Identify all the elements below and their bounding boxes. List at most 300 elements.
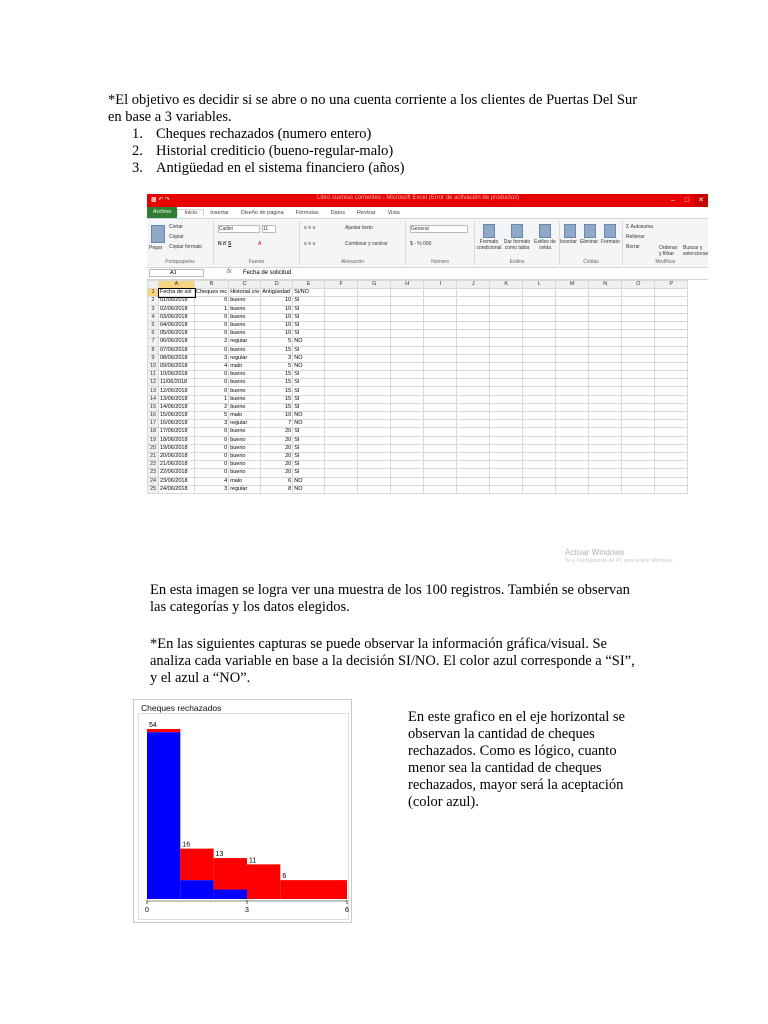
cell[interactable]: SI (293, 321, 325, 329)
cell[interactable]: 12/06/2018 (159, 387, 195, 395)
tab-diseno[interactable]: Diseño de página (240, 209, 284, 216)
cell[interactable] (523, 371, 556, 379)
cell[interactable] (391, 469, 424, 477)
cell[interactable]: 0 (195, 428, 229, 436)
cell[interactable] (358, 289, 391, 297)
font-name-select[interactable]: Calibri (218, 225, 260, 233)
cell[interactable] (424, 305, 457, 313)
cell[interactable] (556, 420, 589, 428)
cell[interactable] (655, 452, 688, 460)
cell[interactable]: 10 (261, 321, 293, 329)
cell[interactable] (556, 321, 589, 329)
column-header[interactable]: H (391, 281, 424, 289)
tab-inicio[interactable]: Inicio (177, 209, 204, 216)
cell[interactable] (424, 354, 457, 362)
cell[interactable] (490, 297, 523, 305)
select-all[interactable] (148, 281, 159, 289)
cell[interactable] (325, 420, 358, 428)
cell[interactable] (424, 362, 457, 370)
cell[interactable]: 10 (261, 305, 293, 313)
cell[interactable] (589, 403, 622, 411)
cell[interactable] (457, 485, 490, 493)
cell[interactable]: 20 (261, 452, 293, 460)
cell[interactable] (457, 354, 490, 362)
cell[interactable] (622, 444, 655, 452)
cell[interactable] (589, 371, 622, 379)
cell[interactable]: 15 (261, 387, 293, 395)
cell[interactable]: malo (229, 362, 261, 370)
cell[interactable] (325, 387, 358, 395)
cell[interactable] (325, 395, 358, 403)
cell[interactable] (391, 289, 424, 297)
cell[interactable]: 14/06/2018 (159, 403, 195, 411)
cell[interactable] (556, 477, 589, 485)
cell[interactable] (556, 485, 589, 493)
cell[interactable] (358, 338, 391, 346)
cell[interactable] (523, 436, 556, 444)
cell[interactable] (490, 461, 523, 469)
format-button[interactable]: Formato (601, 239, 620, 245)
cell[interactable]: 10 (261, 330, 293, 338)
format-painter-button[interactable]: Copiar formato (169, 244, 203, 250)
cell[interactable] (424, 452, 457, 460)
cell[interactable] (556, 371, 589, 379)
cell[interactable] (424, 477, 457, 485)
cell[interactable] (424, 338, 457, 346)
cell[interactable]: SI (293, 313, 325, 321)
cell[interactable] (556, 436, 589, 444)
row-header[interactable]: 9 (148, 354, 159, 362)
cell[interactable] (325, 469, 358, 477)
cell[interactable] (556, 469, 589, 477)
cell[interactable]: Cheques rec (196, 289, 228, 296)
cell[interactable]: bueno (229, 403, 261, 411)
cell[interactable]: 0 (195, 321, 229, 329)
cell[interactable] (622, 395, 655, 403)
cell[interactable]: 10/06/2018 (159, 371, 195, 379)
cell[interactable]: 0 (195, 444, 229, 452)
cell[interactable]: bueno (229, 379, 261, 387)
cell[interactable] (622, 346, 655, 354)
cell[interactable] (655, 289, 688, 297)
cell[interactable]: NO (293, 412, 325, 420)
cell[interactable] (457, 420, 490, 428)
cell[interactable] (424, 403, 457, 411)
cell[interactable] (424, 313, 457, 321)
cell[interactable] (424, 436, 457, 444)
find-select-button[interactable]: Buscar y seleccionar (683, 245, 709, 257)
cell[interactable] (457, 313, 490, 321)
cell[interactable]: 16/06/2018 (159, 420, 195, 428)
column-header[interactable]: J (457, 281, 490, 289)
tab-revisar[interactable]: Revisar (356, 209, 376, 216)
cell[interactable] (391, 379, 424, 387)
cell[interactable]: 15 (261, 379, 293, 387)
cell[interactable] (391, 346, 424, 354)
cell[interactable] (391, 428, 424, 436)
cell[interactable] (358, 477, 391, 485)
cell[interactable] (391, 412, 424, 420)
cell[interactable] (556, 346, 589, 354)
cell[interactable] (490, 330, 523, 338)
cell[interactable]: 15 (261, 346, 293, 354)
row-header[interactable]: 1 (148, 289, 159, 297)
cell[interactable]: 0 (195, 461, 229, 469)
row-header[interactable]: 16 (148, 412, 159, 420)
cell-styles-button[interactable]: Estilos de celda (534, 239, 556, 251)
cell[interactable]: 24/06/2018 (159, 485, 195, 493)
cell[interactable] (655, 461, 688, 469)
bold-button[interactable]: N K S (218, 241, 232, 247)
cell[interactable] (325, 403, 358, 411)
cell[interactable]: NO (293, 477, 325, 485)
cell[interactable]: SI (293, 428, 325, 436)
cell[interactable] (523, 461, 556, 469)
font-color-button[interactable]: A (258, 241, 262, 247)
cell[interactable] (589, 428, 622, 436)
cell[interactable]: NO (293, 338, 325, 346)
cell[interactable]: 4 (195, 477, 229, 485)
cell[interactable] (391, 354, 424, 362)
cell[interactable] (325, 371, 358, 379)
cell[interactable] (457, 321, 490, 329)
cell[interactable] (589, 346, 622, 354)
cell[interactable] (424, 444, 457, 452)
cell[interactable]: 03/06/2018 (159, 313, 195, 321)
cell[interactable]: SI (293, 436, 325, 444)
cell[interactable] (655, 338, 688, 346)
cell[interactable]: bueno (229, 395, 261, 403)
cell[interactable]: 10 (261, 313, 293, 321)
cell[interactable]: 0 (195, 469, 229, 477)
cell[interactable]: 4 (195, 362, 229, 370)
cell[interactable]: SI (293, 461, 325, 469)
cell[interactable] (556, 313, 589, 321)
cell[interactable] (622, 412, 655, 420)
cell[interactable] (622, 436, 655, 444)
cell[interactable] (523, 452, 556, 460)
cell[interactable] (523, 338, 556, 346)
cell[interactable]: 17/06/2018 (159, 428, 195, 436)
cell[interactable]: bueno (229, 305, 261, 313)
cell[interactable]: 0 (195, 297, 229, 305)
cell[interactable]: 23/06/2018 (159, 477, 195, 485)
cell[interactable] (457, 371, 490, 379)
cell[interactable] (655, 412, 688, 420)
cell[interactable]: SI (293, 395, 325, 403)
cell[interactable] (325, 412, 358, 420)
cell[interactable] (457, 330, 490, 338)
cell[interactable] (391, 444, 424, 452)
number-format-select[interactable]: General (410, 225, 468, 233)
cell[interactable]: 20/06/2018 (159, 452, 195, 460)
cell[interactable] (622, 452, 655, 460)
cell[interactable] (490, 354, 523, 362)
cell[interactable] (622, 379, 655, 387)
cell[interactable] (523, 379, 556, 387)
cell[interactable] (589, 354, 622, 362)
cell[interactable] (589, 362, 622, 370)
row-header[interactable]: 4 (148, 313, 159, 321)
cell[interactable] (556, 305, 589, 313)
column-header[interactable]: I (424, 281, 457, 289)
cell[interactable] (655, 436, 688, 444)
cell[interactable] (391, 371, 424, 379)
conditional-format-button[interactable]: Formato condicional (476, 239, 502, 251)
cell[interactable] (457, 477, 490, 485)
row-header[interactable]: 13 (148, 387, 159, 395)
cell[interactable] (391, 387, 424, 395)
row-header[interactable]: 3 (148, 305, 159, 313)
cell[interactable]: bueno (229, 371, 261, 379)
cell[interactable] (391, 395, 424, 403)
cell[interactable] (556, 444, 589, 452)
cell[interactable] (523, 289, 556, 297)
cell[interactable] (556, 379, 589, 387)
row-header[interactable]: 12 (148, 379, 159, 387)
cell[interactable] (622, 354, 655, 362)
cell[interactable]: 8 (261, 485, 293, 493)
cell[interactable]: 2 (195, 338, 229, 346)
cell[interactable]: SI (293, 469, 325, 477)
cell[interactable] (457, 338, 490, 346)
cell[interactable] (655, 297, 688, 305)
cell[interactable] (622, 289, 655, 297)
cell[interactable]: SI (293, 387, 325, 395)
cell[interactable]: 15/06/2018 (159, 412, 195, 420)
cell[interactable] (325, 289, 358, 297)
cell[interactable] (622, 428, 655, 436)
cell[interactable]: Fecha de sol (159, 289, 195, 297)
cell[interactable]: Antigüedad (261, 289, 293, 297)
cell[interactable] (523, 330, 556, 338)
cell[interactable]: 21/06/2018 (159, 461, 195, 469)
cell[interactable] (523, 354, 556, 362)
cell[interactable] (523, 313, 556, 321)
cell[interactable] (523, 420, 556, 428)
cell[interactable] (622, 330, 655, 338)
cell[interactable]: 1 (195, 305, 229, 313)
cell[interactable] (622, 461, 655, 469)
minimize-icon[interactable]: – (671, 197, 675, 204)
cell[interactable] (358, 403, 391, 411)
cell[interactable] (358, 420, 391, 428)
cell[interactable] (622, 321, 655, 329)
cell[interactable]: malo (229, 477, 261, 485)
cell[interactable]: 08/06/2018 (159, 354, 195, 362)
cell[interactable]: NO (293, 354, 325, 362)
column-header[interactable]: G (358, 281, 391, 289)
cell[interactable] (325, 461, 358, 469)
cell[interactable] (523, 346, 556, 354)
column-header[interactable]: C (229, 281, 261, 289)
cell[interactable] (655, 313, 688, 321)
cell[interactable] (655, 395, 688, 403)
cell[interactable]: bueno (229, 444, 261, 452)
column-header[interactable]: A (159, 281, 195, 289)
cell[interactable] (556, 387, 589, 395)
row-header[interactable]: 22 (148, 461, 159, 469)
cell[interactable] (655, 305, 688, 313)
cell[interactable] (523, 444, 556, 452)
cell[interactable] (358, 346, 391, 354)
tab-insertar[interactable]: Insertar (210, 209, 229, 216)
cell[interactable] (391, 477, 424, 485)
cell[interactable] (490, 412, 523, 420)
cell[interactable] (391, 297, 424, 305)
cell[interactable] (523, 485, 556, 493)
cell[interactable]: 18/06/2018 (159, 436, 195, 444)
cell[interactable] (358, 461, 391, 469)
cell[interactable] (622, 420, 655, 428)
currency-icon[interactable]: $ - % 000 (410, 241, 432, 247)
cell[interactable] (622, 371, 655, 379)
cell[interactable] (589, 444, 622, 452)
row-header[interactable]: 11 (148, 371, 159, 379)
cell[interactable] (358, 379, 391, 387)
cell[interactable] (391, 436, 424, 444)
cell[interactable]: NO (293, 485, 325, 493)
cell[interactable] (325, 321, 358, 329)
row-header[interactable]: 17 (148, 420, 159, 428)
restore-icon[interactable]: □ (684, 197, 690, 204)
clear-button[interactable]: Borrar (626, 244, 640, 250)
cell[interactable]: 02/06/2018 (159, 305, 195, 313)
cell[interactable] (358, 297, 391, 305)
cell[interactable] (424, 289, 457, 297)
format-table-button[interactable]: Dar formato como tabla (503, 239, 531, 251)
cell[interactable]: 13/06/2018 (159, 395, 195, 403)
formula-input[interactable]: Fecha de solicitud (243, 270, 292, 276)
cell[interactable] (358, 313, 391, 321)
cell[interactable] (391, 321, 424, 329)
row-header[interactable]: 15 (148, 403, 159, 411)
cell[interactable]: 3 (195, 354, 229, 362)
cell[interactable] (655, 379, 688, 387)
column-header[interactable]: L (523, 281, 556, 289)
cell[interactable]: bueno (229, 452, 261, 460)
cell[interactable] (325, 297, 358, 305)
cell[interactable] (655, 387, 688, 395)
cell[interactable]: 5 (261, 362, 293, 370)
close-icon[interactable]: ✕ (694, 194, 708, 207)
cell[interactable]: 09/06/2018 (159, 362, 195, 370)
cell[interactable] (325, 346, 358, 354)
cell[interactable] (391, 420, 424, 428)
paste-button[interactable]: Pegar (149, 245, 163, 251)
cell[interactable] (424, 321, 457, 329)
cell[interactable]: SI (293, 444, 325, 452)
cell[interactable] (490, 428, 523, 436)
cell[interactable] (655, 428, 688, 436)
merge-center-button[interactable]: Combinar y centrar (345, 241, 388, 247)
cell[interactable] (523, 387, 556, 395)
cell[interactable] (457, 297, 490, 305)
cell[interactable]: SI (293, 346, 325, 354)
cell[interactable] (589, 461, 622, 469)
cell[interactable] (523, 469, 556, 477)
cell[interactable]: 04/06/2018 (159, 321, 195, 329)
cell[interactable]: Historial cre (230, 289, 260, 296)
cell[interactable] (655, 346, 688, 354)
cell[interactable]: 0 (195, 387, 229, 395)
cell[interactable] (622, 362, 655, 370)
cell[interactable]: bueno (229, 428, 261, 436)
row-header[interactable]: 24 (148, 477, 159, 485)
name-box[interactable]: A1 (149, 269, 204, 277)
cell[interactable] (655, 485, 688, 493)
cell[interactable]: bueno (229, 436, 261, 444)
cell[interactable] (490, 371, 523, 379)
cell[interactable] (457, 387, 490, 395)
cell[interactable] (358, 444, 391, 452)
cell[interactable] (622, 297, 655, 305)
tab-formulas[interactable]: Fórmulas (295, 209, 319, 216)
cell[interactable] (622, 477, 655, 485)
cell[interactable] (556, 362, 589, 370)
cell[interactable] (457, 452, 490, 460)
cell[interactable] (556, 452, 589, 460)
cell[interactable] (358, 485, 391, 493)
cell[interactable] (490, 321, 523, 329)
cell[interactable] (358, 428, 391, 436)
cell[interactable] (424, 428, 457, 436)
cell[interactable]: 3 (261, 354, 293, 362)
cell[interactable] (457, 436, 490, 444)
cell[interactable] (391, 362, 424, 370)
cell[interactable] (358, 362, 391, 370)
cell[interactable] (655, 362, 688, 370)
cell[interactable] (457, 412, 490, 420)
cut-button[interactable]: Cortar (169, 224, 183, 230)
cell[interactable] (457, 469, 490, 477)
cell[interactable] (589, 289, 622, 297)
cell[interactable] (325, 313, 358, 321)
cell[interactable] (622, 313, 655, 321)
cell[interactable] (490, 338, 523, 346)
cell[interactable] (325, 477, 358, 485)
cell[interactable] (490, 395, 523, 403)
cell[interactable] (424, 395, 457, 403)
cell[interactable]: SI (293, 330, 325, 338)
cell[interactable] (655, 469, 688, 477)
autosum-button[interactable]: Σ Autosuma (626, 224, 653, 230)
cell[interactable] (391, 305, 424, 313)
row-header[interactable]: 14 (148, 395, 159, 403)
cell[interactable]: 01/06/2018 (159, 297, 195, 305)
cell[interactable]: 11/06/2018 (159, 379, 195, 387)
tab-datos[interactable]: Datos (330, 209, 345, 216)
column-header[interactable]: D (261, 281, 293, 289)
cell[interactable] (523, 362, 556, 370)
row-header[interactable]: 25 (148, 485, 159, 493)
cell[interactable] (589, 395, 622, 403)
cell[interactable] (358, 436, 391, 444)
cell[interactable] (589, 305, 622, 313)
cell[interactable]: 15 (261, 403, 293, 411)
cell[interactable] (490, 403, 523, 411)
cell[interactable]: 0 (195, 452, 229, 460)
cell[interactable] (490, 452, 523, 460)
cell[interactable]: SI (293, 305, 325, 313)
cell[interactable] (490, 387, 523, 395)
delete-button[interactable]: Eliminar (580, 239, 599, 245)
row-header[interactable]: 20 (148, 444, 159, 452)
column-header[interactable]: F (325, 281, 358, 289)
cell[interactable] (457, 403, 490, 411)
cell[interactable] (556, 289, 589, 297)
cell[interactable]: regular (229, 485, 261, 493)
